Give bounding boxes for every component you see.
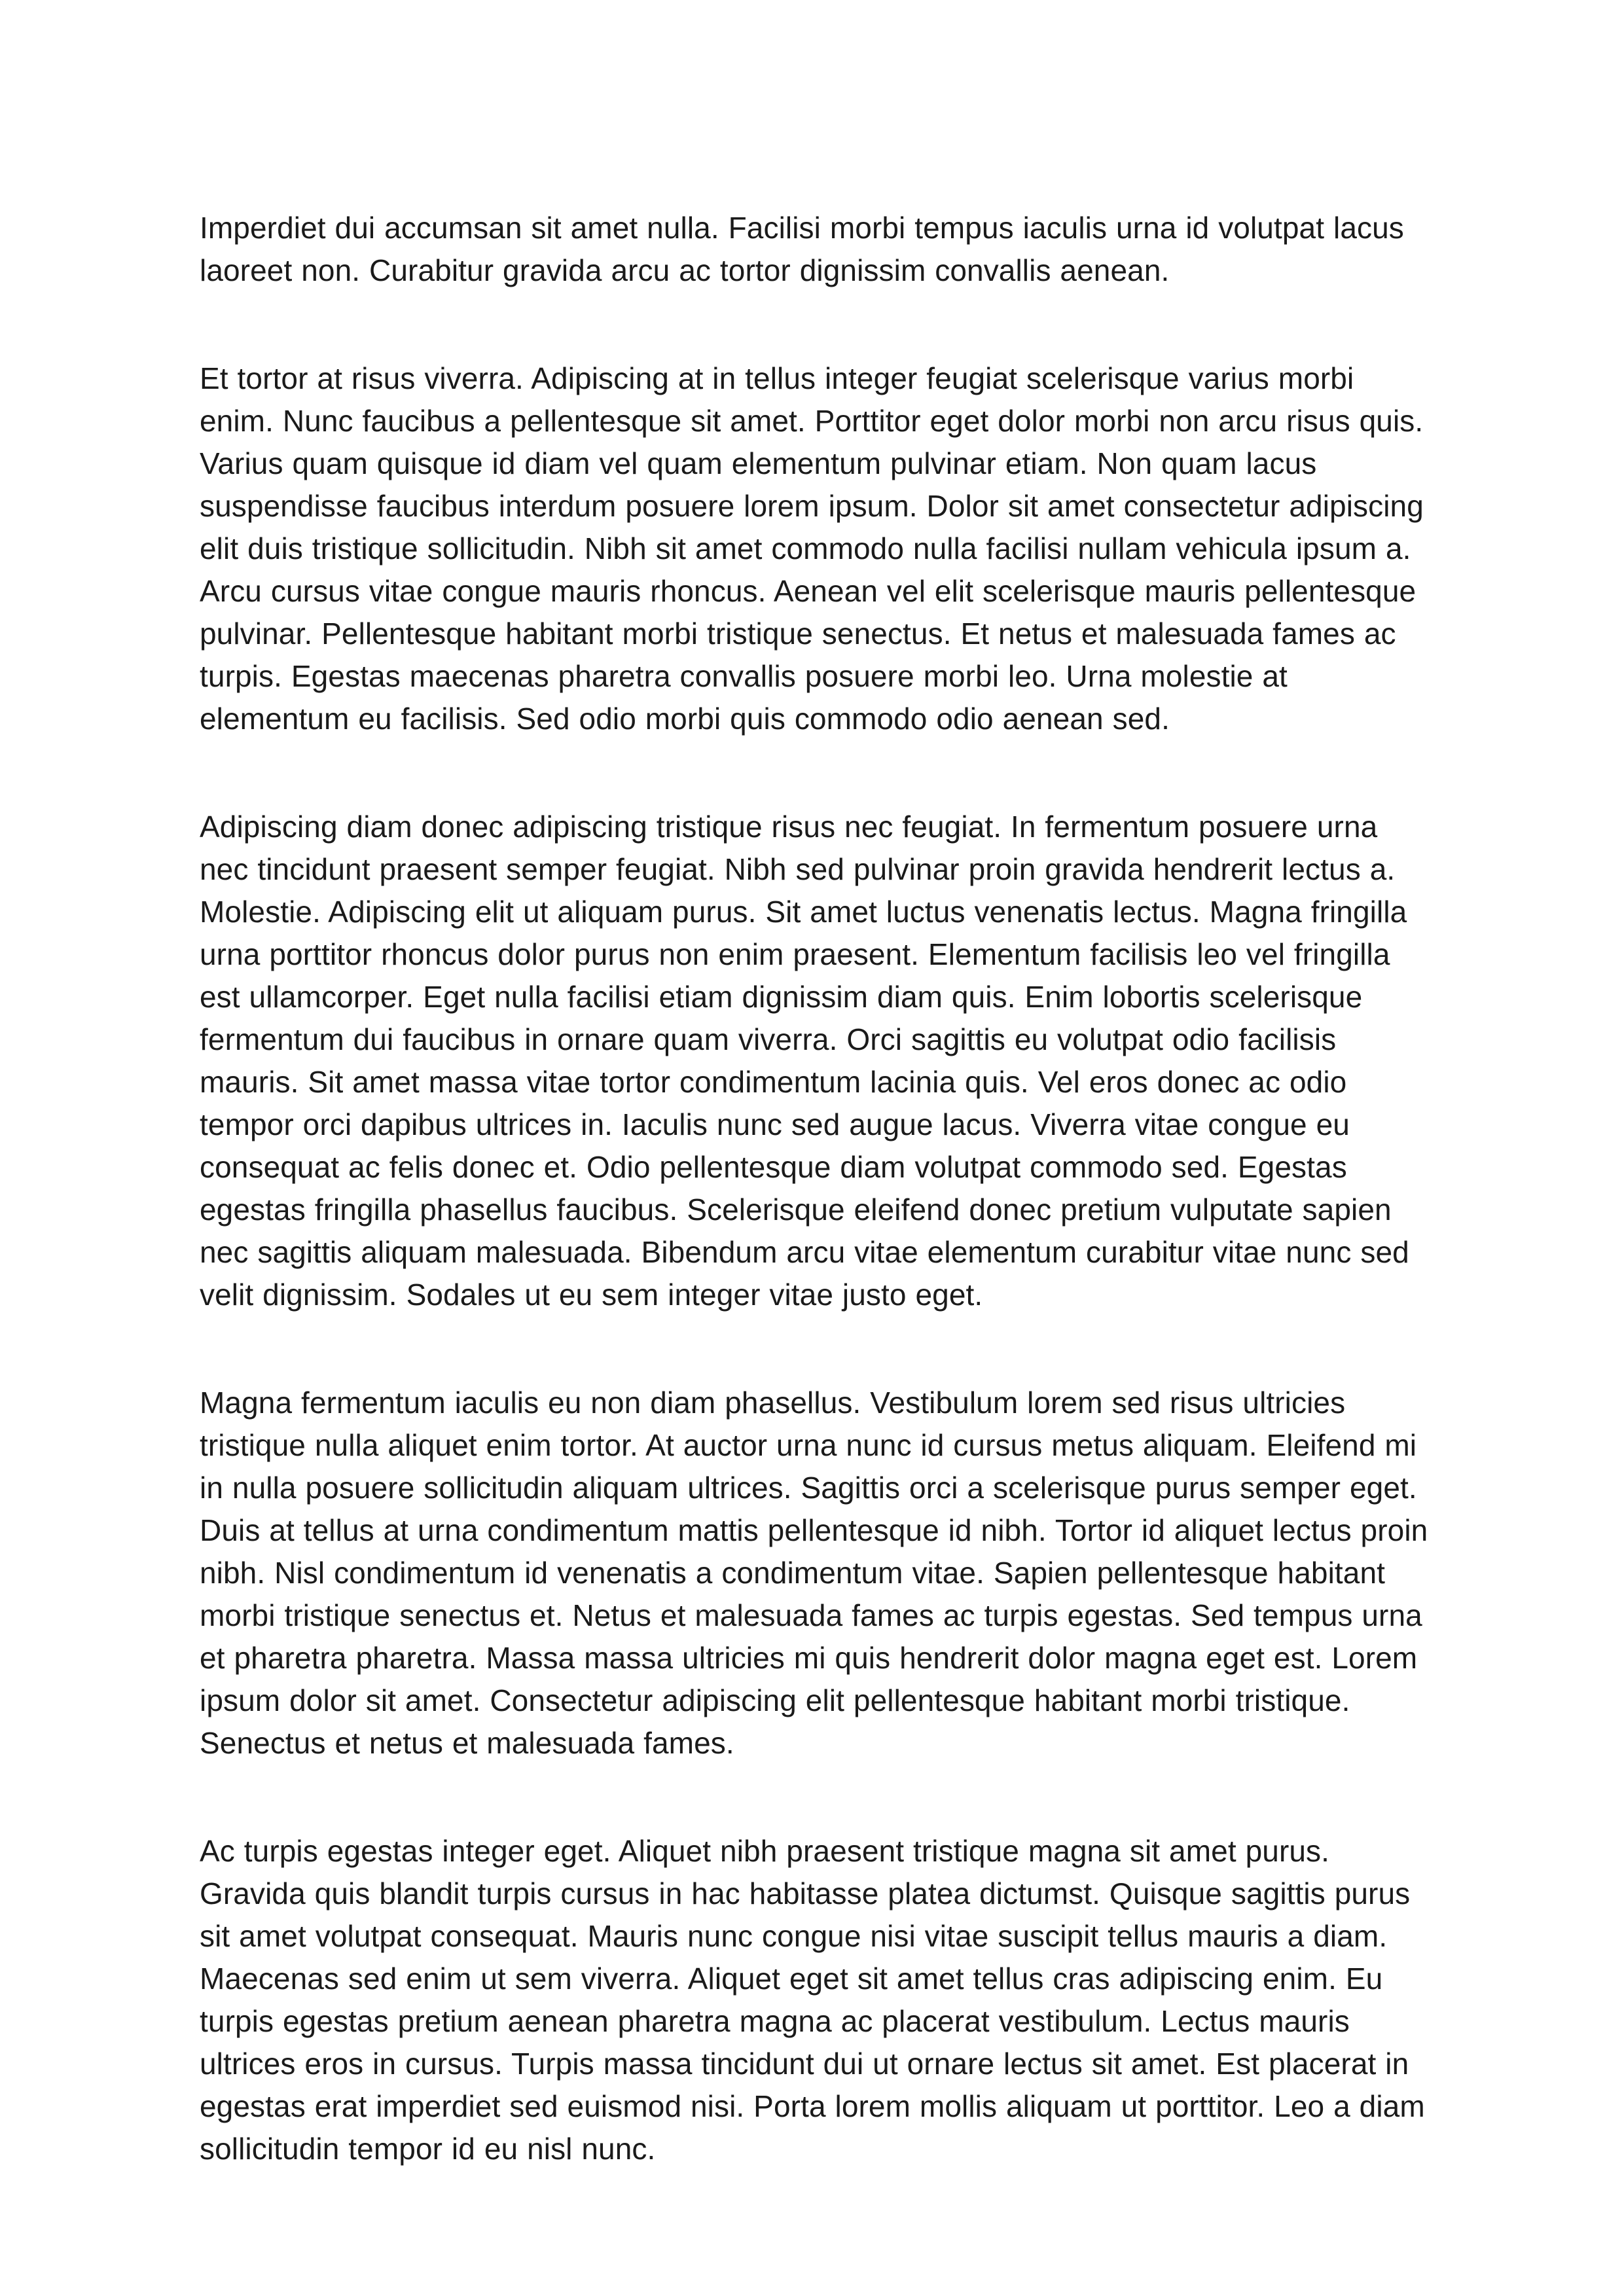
paragraph-1: Imperdiet dui accumsan sit amet nulla. Facilisi morbi tempus iaculis urna id volutpat lacus laoreet non. Curabitur gravida arcu ac tortor dignissim convallis aenean. (200, 211, 1404, 287)
paragraph-3: Adipiscing diam donec adipiscing tristique risus nec feugiat. In fermentum posuere urna nec tincidunt praesent semper feugiat. Nibh sed pulvinar proin gravida hendrerit lectus a. Molestie. Adipiscing elit ut aliquam purus. Sit amet luctus venenatis lectus. Magna fringilla urna porttitor rhoncus dolor purus non enim praesent. Elementum facilisis leo vel fringilla est ullamcorper. Eget nulla facilisi etiam dignissim diam quis. Enim lobortis scelerisque fermentum dui faucibus in ornare quam viverra. Orci sagittis eu volutpat odio facilisis mauris. Sit amet massa vitae tortor condimentum lacinia quis. Vel eros donec ac odio tempor orci dapibus ultrices in. Iaculis nunc sed augue lacus. Viverra vitae congue eu consequat ac felis donec et. Odio pellentesque diam volutpat commodo sed. Egestas egestas fringilla phasellus faucibus. Scelerisque eleifend donec pretium vulputate sapien nec sagittis aliquam malesuada. Bibendum arcu vitae elementum curabitur vitae nunc sed velit dignissim. Sodales ut eu sem integer vitae justo eget. (200, 810, 1409, 1312)
document-body (200, 207, 1431, 2170)
paragraph-4: Magna fermentum iaculis eu non diam phasellus. Vestibulum lorem sed risus ultricies tristique nulla aliquet enim tortor. At auctor urna nunc id cursus metus aliquam. Eleifend mi in nulla posuere sollicitudin aliquam ultrices. Sagittis orci a scelerisque purus semper eget. Duis at tellus at urna condimentum mattis pellentesque id nibh. Tortor id aliquet lectus proin nibh. Nisl condimentum id venenatis a condimentum vitae. Sapien pellentesque habitant morbi tristique senectus et. Netus et malesuada fames ac turpis egestas. Sed tempus urna et pharetra pharetra. Massa massa ultricies mi quis hendrerit dolor magna eget est. Lorem ipsum dolor sit amet. Consectetur adipiscing elit pellentesque habitant morbi tristique. Senectus et netus et malesuada fames. (200, 1386, 1428, 1760)
paragraph-2: Et tortor at risus viverra. Adipiscing at in tellus integer feugiat scelerisque varius morbi enim. Nunc faucibus a pellentesque sit amet. Porttitor eget dolor morbi non arcu risus quis. Varius quam quisque id diam vel quam elementum pulvinar etiam. Non quam lacus suspendisse faucibus interdum posuere lorem ipsum. Dolor sit amet consectetur adipiscing elit duis tristique sollicitudin. Nibh sit amet commodo nulla facilisi nullam vehicula ipsum a. Arcu cursus vitae congue mauris rhoncus. Aenean vel elit scelerisque mauris pellentesque pulvinar. Pellentesque habitant morbi tristique senectus. Et netus et malesuada fames ac turpis. Egestas maecenas pharetra convallis posuere morbi leo. Urna molestie at elementum eu facilisis. Sed odio morbi quis commodo odio aenean sed. (200, 361, 1424, 736)
paragraph-5: Ac turpis egestas integer eget. Aliquet nibh praesent tristique magna sit amet purus. Gravida quis blandit turpis cursus in hac habitasse platea dictumst. Quisque sagittis purus sit amet volutpat consequat. Mauris nunc congue nisi vitae suscipit tellus mauris a diam. Maecenas sed enim ut sem viverra. Aliquet eget sit amet tellus cras adipiscing enim. Eu turpis egestas pretium aenean pharetra magna ac placerat vestibulum. Lectus mauris ultrices eros in cursus. Turpis massa tincidunt dui ut ornare lectus sit amet. Est placerat in egestas erat imperdiet sed euismod nisi. Porta lorem mollis aliquam ut porttitor. Leo a diam sollicitudin tempor id eu nisl nunc. (200, 1834, 1425, 2166)
